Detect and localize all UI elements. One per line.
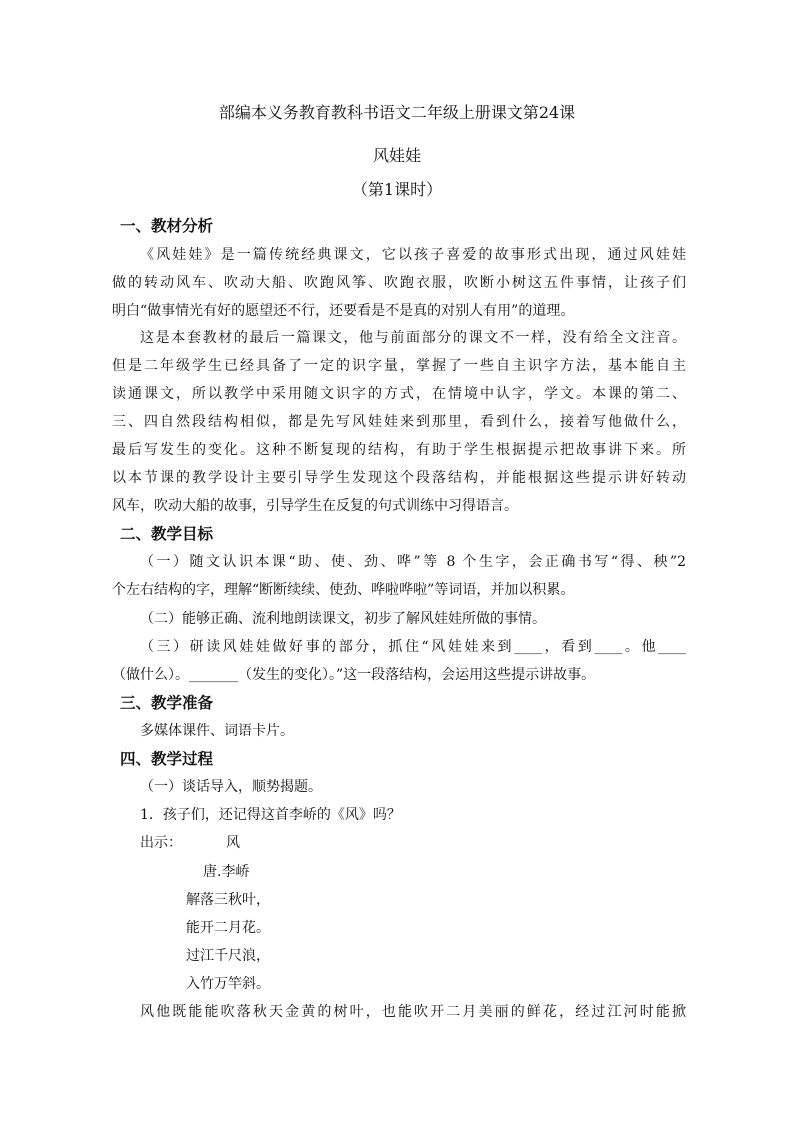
paragraph-line: （二）能够正确、流利地朗读课文，初步了解风娃娃所做的事情。 <box>140 611 546 627</box>
poem-title: 风 <box>226 835 240 851</box>
paragraph-line: 最后写发生的变化。这种不断复现的结构，有助于学生根据提示把故事讲下来。所 <box>112 442 686 458</box>
section-heading-preparation: 三、教学准备 <box>120 693 214 712</box>
paragraph-line: 风车，吹动大船的故事，引导学生在反复的句式训练中习得语言。 <box>112 498 518 514</box>
paragraph-line: 这是本套教材的最后一篇课文，他与前面部分的课文不一样，没有给全文注音。 <box>140 330 686 346</box>
section-heading-objectives: 二、教学目标 <box>120 524 214 543</box>
paragraph-line: 多媒体课件、词语卡片。 <box>140 723 294 739</box>
paragraph-line: 1．孩子们，还记得这首李峤的《风》吗？ <box>140 807 401 823</box>
poem-label: 出示： <box>140 835 182 851</box>
paragraph-line: （做什么）。_______（发生的变化）。”这一段落结构，会运用这些提示讲故事。 <box>112 667 596 683</box>
paragraph-line: 以本节课的教学设计主要引导学生发现这个段落结构，并能根据这些提示讲好转动 <box>112 470 686 486</box>
paragraph-line: 个左右结构的字，理解“断断续续、使劲、哗啦哗啦”等词语，并加以积累。 <box>112 582 575 598</box>
lesson-title: 风娃娃 <box>372 146 421 165</box>
poem-verse: 能开二月花。 <box>186 920 270 936</box>
poem-verse: 解落三秋叶， <box>186 892 270 908</box>
poem-author: 唐.李峤 <box>203 864 250 880</box>
poem-verse: 入竹万竿斜。 <box>186 976 270 992</box>
section-heading-process: 四、教学过程 <box>120 749 214 768</box>
paragraph-line: 明白“做事情光有好的愿望还不行，还要看是不是真的对别人有用”的道理。 <box>112 303 575 319</box>
lesson-period: （第1课时） <box>351 180 443 199</box>
paragraph-line: 《风娃娃》是一篇传统经典课文，它以孩子喜爱的故事形式出现，通过风娃娃 <box>140 247 686 263</box>
paragraph-line: （一）谈话导入，顺势揭题。 <box>140 779 322 795</box>
section-heading-analysis: 一、教材分析 <box>120 216 214 235</box>
paragraph-line: （一）随文认识本课“助、使、劲、哗”等 8 个生字，会正确书写“得、秧”2 <box>140 554 686 570</box>
poem-verse: 过江千尺浪， <box>186 948 270 964</box>
paragraph-line: 做的转动风车、吹动大船、吹跑风筝、吹跑衣服，吹断小树这五件事情，让孩子们 <box>112 275 686 291</box>
document-title: 部编本义务教育教科书语文二年级上册课文第24课 <box>218 103 576 122</box>
paragraph-line: 读通课文，所以教学中采用随文识字的方式，在情境中认字，学文。本课的第二、 <box>112 386 686 402</box>
paragraph-line: （三）研读风娃娃做好事的部分，抓住“风娃娃来到____，看到____。他____ <box>140 639 686 655</box>
paragraph-line: 但是二年级学生已经具备了一定的识字量，掌握了一些自主识字方法，基本能自主 <box>112 358 686 374</box>
paragraph-line: 三、四自然段结构相似，都是先写风娃娃来到那里，看到什么，接着写他做什么， <box>112 414 686 430</box>
paragraph-line: 风他既能能吹落秋天金黄的树叶，也能吹开二月美丽的鲜花，经过江河时能掀 <box>140 1004 686 1020</box>
